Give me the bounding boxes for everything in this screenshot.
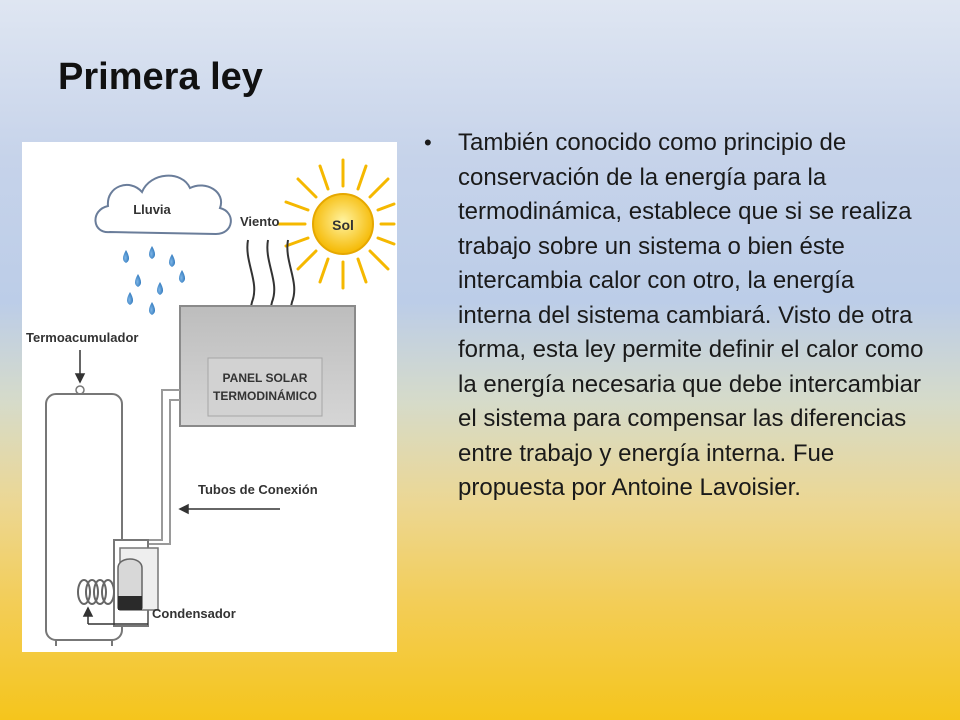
pipes-label: Tubos de Conexión: [198, 482, 318, 497]
solar-panel-icon: [180, 306, 355, 426]
tank-arrow-icon: [76, 350, 84, 382]
panel-label-line1: PANEL SOLAR: [222, 371, 308, 385]
tank-label: Termoacumulador: [26, 330, 139, 345]
slide-title: Primera ley: [58, 56, 263, 98]
bullet-item: [424, 126, 924, 506]
rain-drops-icon: [123, 246, 185, 315]
bullet-marker: •: [424, 130, 432, 155]
panel-label-line2: TERMODINÁMICO: [213, 389, 317, 403]
water-tank-icon: [46, 386, 122, 646]
sun-label: Sol: [332, 217, 354, 233]
wind-label: Viento: [240, 214, 280, 229]
pipes-arrow-icon: [180, 505, 280, 513]
condenser-label: Condensador: [152, 606, 236, 621]
bullet-text: También conocido como principio de conservación de la energía para la termodinámica, establece que si se realiza trabajo sobre un sistema o bien éste intercambia calor con otro, la energía interna del sistema cambiará. Visto de otra forma, esta ley permite definir el calor como la energía necesaria que debe intercambiar el sistema para compensar las diferencias entre trabajo y energía interna. Fue propuesta por Antoine Lavoisier.: [458, 129, 924, 501]
solar-thermal-diagram: [22, 142, 397, 652]
cloud-label: Lluvia: [133, 202, 171, 217]
connection-pipes-icon: [122, 390, 180, 544]
bullet-list: [424, 126, 924, 506]
